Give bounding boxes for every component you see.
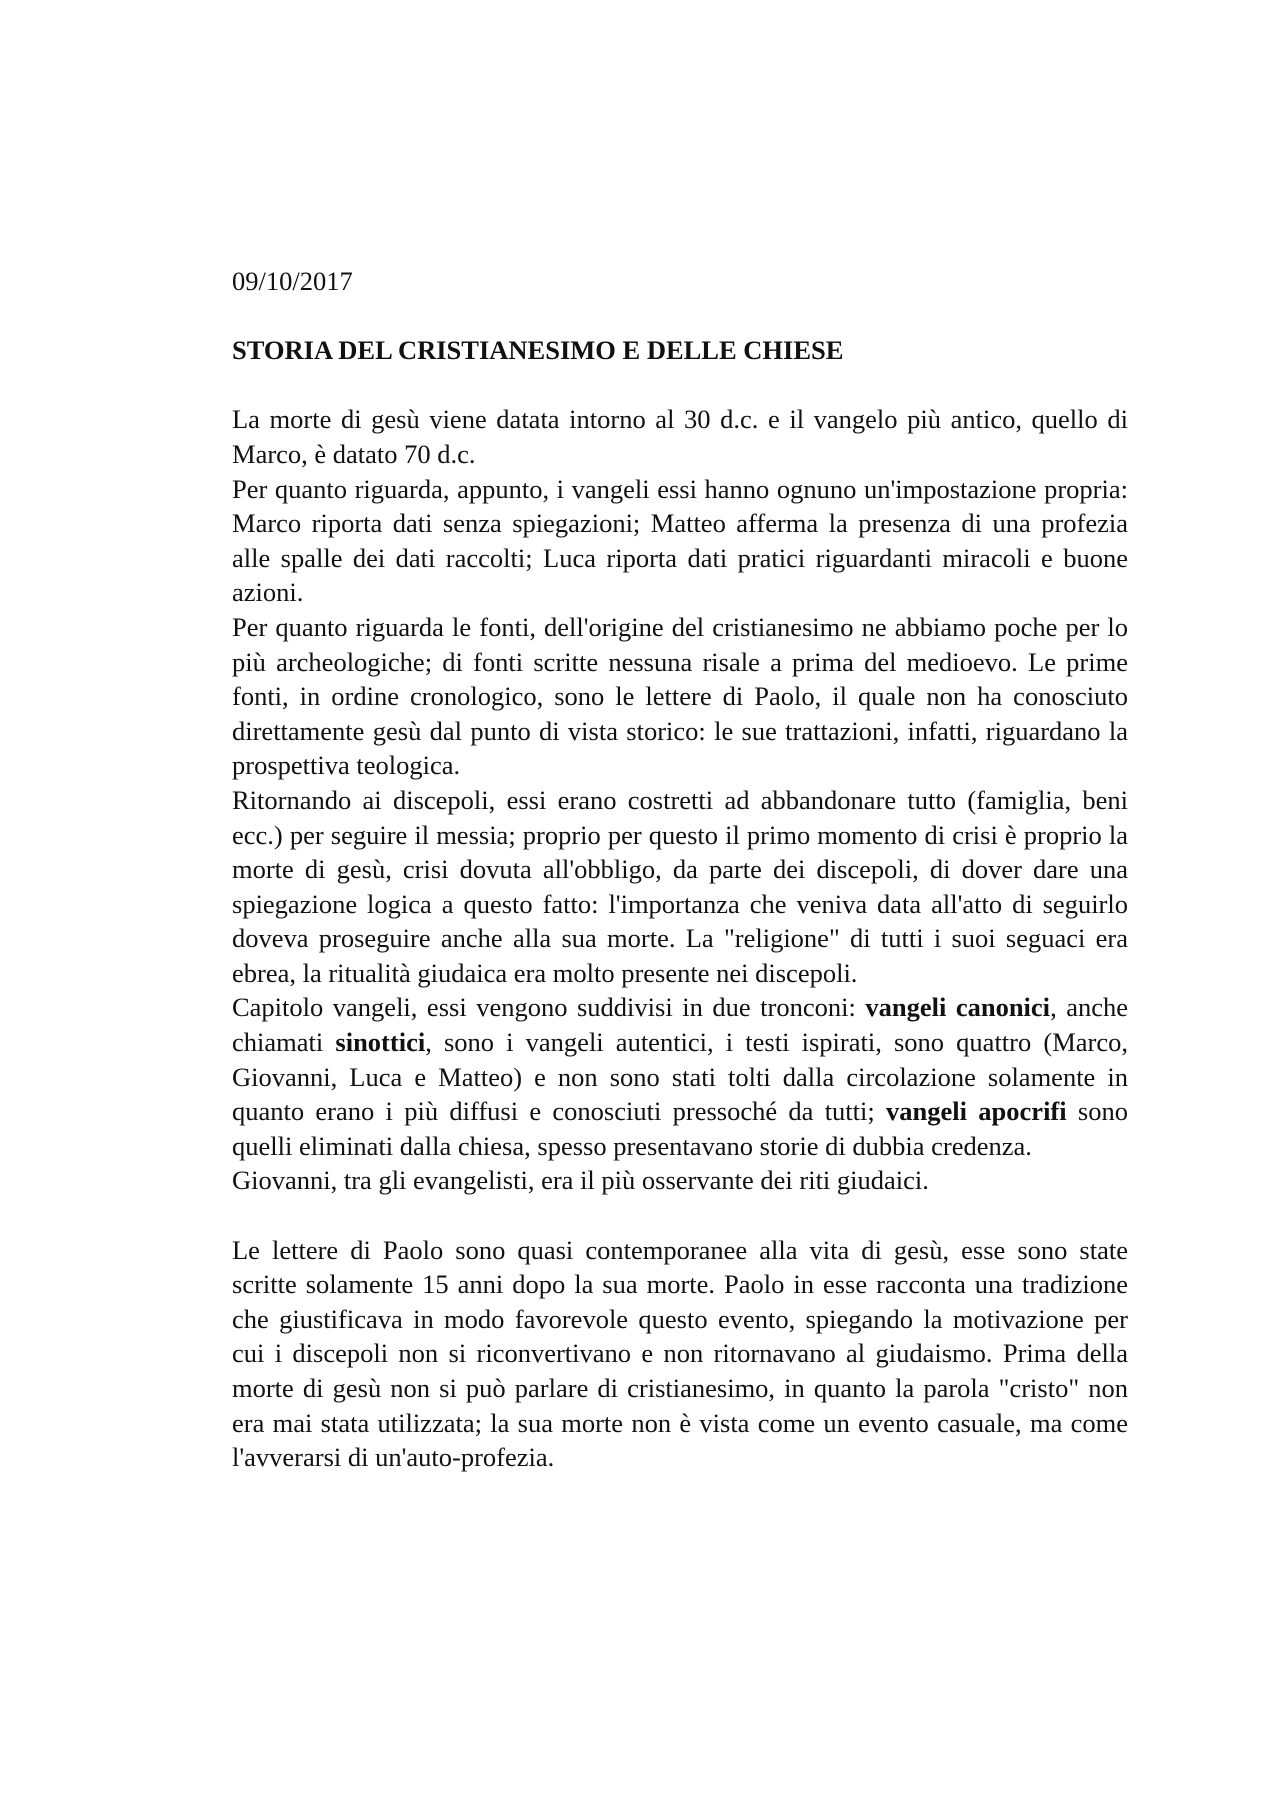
document-date: 09/10/2017: [232, 266, 353, 296]
document-body: [232, 264, 1128, 1475]
document-title: STORIA DEL CRISTIANESIMO E DELLE CHIESE: [232, 335, 844, 366]
term-vangeli-apocrifi: vangeli apocrifi: [886, 1096, 1067, 1127]
paragraph-disciples: Ritornando ai discepoli, essi erano costretti ad abbandonare tutto (famiglia, beni ecc.) per seguire il messia; proprio per questo il primo momento di crisi è proprio la morte di gesù, crisi dovuta all'obbligo, da parte dei discepoli, di dover dare una spiegazione logica a questo fatto: l'importanza che veniva data all'atto di seguirlo doveva proseguire anche alla sua morte. La "religione" di tutti i suoi seguaci era ebrea, la ritualità giudaica era molto presente nei discepoli.: [232, 784, 1128, 988]
paragraph-gospel-dating: La morte di gesù viene datata intorno al 30 d.c. e il vangelo più antico, quello di Marco, è datato 70 d.c.: [232, 404, 1128, 469]
paragraph-gospel-categories: [232, 990, 1128, 1163]
paragraph-sources: Per quanto riguarda le fonti, dell'origine del cristianesimo ne abbiamo poche per lo più archeologiche; di fonti scritte nessuna risale a prima del medioevo. Le prime fonti, in ordine cronologico, sono le lettere di Paolo, il quale non ha conosciuto direttamente gesù dal punto di vista storico: le sue trattazioni, infatti, riguardano la prospettiva teologica.: [232, 611, 1128, 781]
paragraph-spacer: [232, 1198, 1128, 1233]
paragraph-paolo-letters: Le lettere di Paolo sono quasi contemporanee alla vita di gesù, esse sono state scritte solamente 15 anni dopo la sua morte. Paolo in esse racconta una tradizione che giustificava in modo favorevole questo evento, spiegando la motivazione per cui i discepoli non si riconvertivano e non ritornavano al giudaismo. Prima della morte di gesù non si può parlare di cristianesimo, in quanto la parola "cristo" non era mai stata utilizzata; la sua morte non è vista come un evento casuale, ma come l'avverarsi di un'auto-profezia.: [232, 1234, 1128, 1473]
term-sinottici: sinottici: [335, 1027, 426, 1058]
text-run: Capitolo vangeli, essi vengono suddivisi in due tronconi:: [232, 992, 866, 1023]
text-run: sono quelli eliminati dalla chiesa, spesso presentavano storie di dubbia credenza.: [232, 1096, 1128, 1161]
paragraph-giovanni: Giovanni, tra gli evangelisti, era il più osservante dei riti giudaici.: [232, 1165, 929, 1196]
text-run: , anche chiamati: [232, 992, 1128, 1058]
term-vangeli-canonici: vangeli canonici: [865, 992, 1051, 1023]
paragraph-gospel-approaches: Per quanto riguarda, appunto, i vangeli essi hanno ognuno un'impostazione propria: Marco riporta dati senza spiegazioni; Matteo afferma la presenza di una profezia alle spalle dei dati raccolti; Luca riporta dati pratici riguardanti miracoli e buone azioni.: [232, 473, 1128, 608]
text-run: , sono i vangeli autentici, i testi ispirati, sono quattro (Marco, Giovanni, Luca e Matteo) e non sono stati tolti dalla circolazione solamente in quanto erano i più diffusi e conosciuti pressoché da tutti;: [232, 1027, 1128, 1127]
